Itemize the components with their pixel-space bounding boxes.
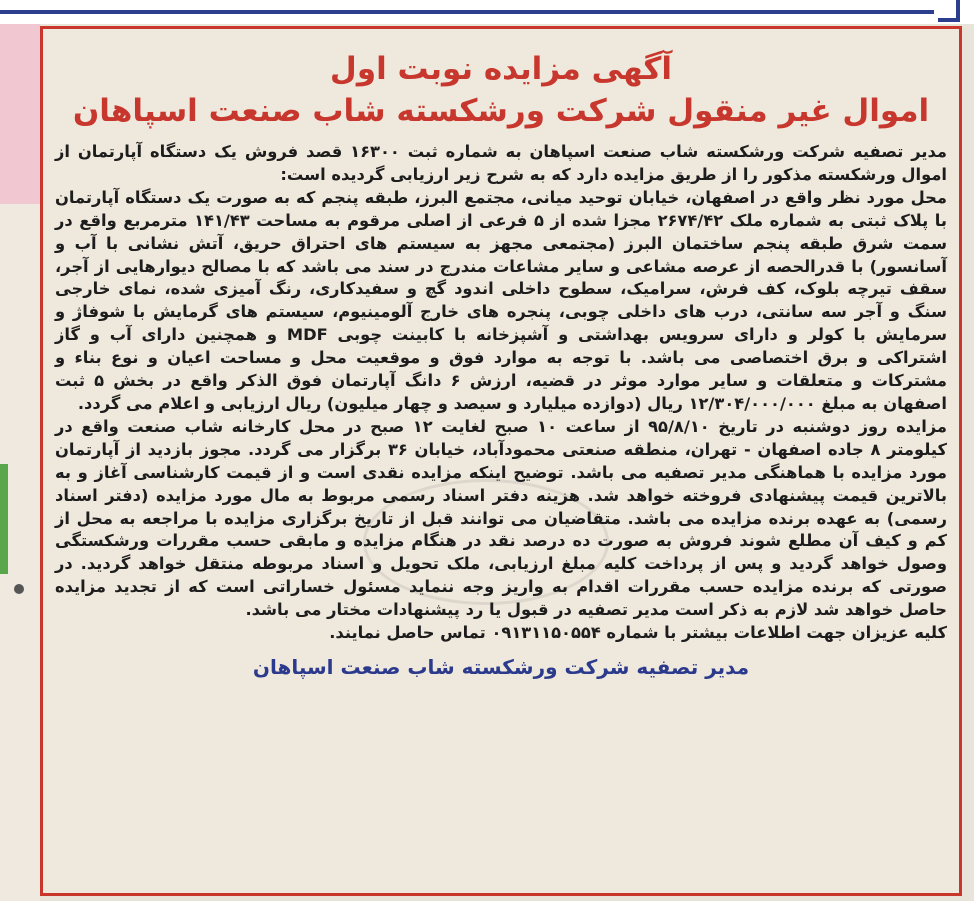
notice-title: آگهی مزایده نوبت اول (329, 51, 673, 87)
auction-notice-content (51, 33, 951, 889)
intro-paragraph: مدیر تصفیه شرکت ورشکسته شاب صنعت اسپاهان به شماره ثبت ۱۶۳۰۰ قصد فروش یک دستگاه آپارتمان از اموال ورشکسته مذکور را از طریق مزایده دارد که به شرح زیر ارزیابی گردیده است: (55, 142, 947, 184)
adjacent-green-block (0, 464, 8, 574)
contact-paragraph: کلیه عزیزان جهت اطلاعات بیشتر با شماره ۰۹۱۳۱۱۵۰۵۵۴ تماس حاصل نمایند. (329, 623, 947, 643)
auction-notice (40, 26, 962, 896)
notice-subtitle: اموال غیر منقول شرکت ورشکسته شاب صنعت اسپاهان (72, 93, 930, 129)
top-border-corner (938, 0, 960, 22)
property-description-paragraph: محل مورد نظر واقع در اصفهان، خیابان توحید میانی، مجتمع البرز، طبقه پنجم که به صورت یک دستگاه آپارتمان با پلاک ثبتی به شماره ملک ۲۶۷۴/۴۲ مجزا شده از ۵ فرعی از اصلی مرقوم به مساحت ۱۴۱/۴۳ مترمربع واقع در سمت شرق طبقه پنجم ساختمان البرز (مجتمعی مجهز به سیستم های احتراق حریق، آتش نشانی با آب و آسانسور) با قدرالحصه از عرصه مشاعی و سایر مشاعات مندرج در سند می باشد که با مصالح دیوارهایی از آجر، سقف تیرچه بلوک، کف فرش، سرامیک، سطوح داخلی اندود گچ و سفیدکاری، رنگ آمیزی شده، نمای خارجی سنگ و آجر سه سانتی، درب های داخلی چوبی، پنجره های خارج آلومینیوم، سیستم های گرمایش با شوفاژ و سرمایش با کولر و دارای سرویس بهداشتی و آشپزخانه با کابینت چوبی MDF و همچنین دارای آب و گاز اشتراکی و برق اختصاصی می باشد. با توجه به موارد فوق و موقعیت محل و مساحت اعیان و نوع بناء و مشترکات و متعلقات و سایر موارد موثر در قضیه، ارزش ۶ دانگ آپارتمان فوق الذکر واقع در بخش ۵ ثبت اصفهان به مبلغ ۱۲/۳۰۴/۰۰۰/۰۰۰ ریال (دوازده میلیارد و سیصد و چهار میلیون) ریال ارزیابی و اعلام می گردد. (55, 187, 947, 413)
notice-signature: مدیر تصفیه شرکت ورشکسته شاب صنعت اسپاهان (252, 654, 750, 679)
auction-terms-paragraph: مزایده روز دوشنبه در تاریخ ۹۵/۸/۱۰ از ساعت ۱۰ صبح لغایت ۱۲ صبح در محل کارخانه شاب صنعت واقع در کیلومتر ۸ جاده اصفهان - تهران، منطقه صنعتی محمودآباد، خیابان ۳۶ برگزار می گردد. مجوز بازدید از آپارتمان مورد مزایده با هماهنگی مدیر تصفیه می باشد. توضیح اینکه مزایده نقدی است و از قیمت کارشناسی آغاز و به بالاترین قیمت پیشنهادی فروخته خواهد شد. هزینه دفتر اسناد رسمی مربوط به مال مورد مزایده (دفتر اسناد رسمی) به عهده برنده مزایده می باشد. متقاضیان می توانند قبل از تاریخ برگزاری مزایده با مراجعه به محل از کم و کیف آن مطلع شوند فروش به صورت ده درصد نقد در هنگام مزایده و مابقی حسب مقررات ورشکستگی وصول خواهد گردید و پس از پرداخت کلیه مبلغ ارزیابی، ملک تحویل و اسناد مربوطه منتقل خواهد گردید. در صورتی که برنده مزایده حسب مقررات اقدام به واریز وجه ننماید مسئول خساراتی است که از تجدید مزایده حاصل خواهد شد لازم به ذکر است مدیر تصفیه در قبول یا رد پیشنهادات مختار می باشد. (55, 416, 948, 620)
adjacent-pink-block (0, 24, 40, 204)
adjacent-dot (14, 584, 24, 594)
adjacent-column-fragment (0, 24, 40, 901)
top-border-line (0, 10, 934, 14)
top-page-strip (0, 0, 974, 24)
notice-body (55, 141, 947, 645)
